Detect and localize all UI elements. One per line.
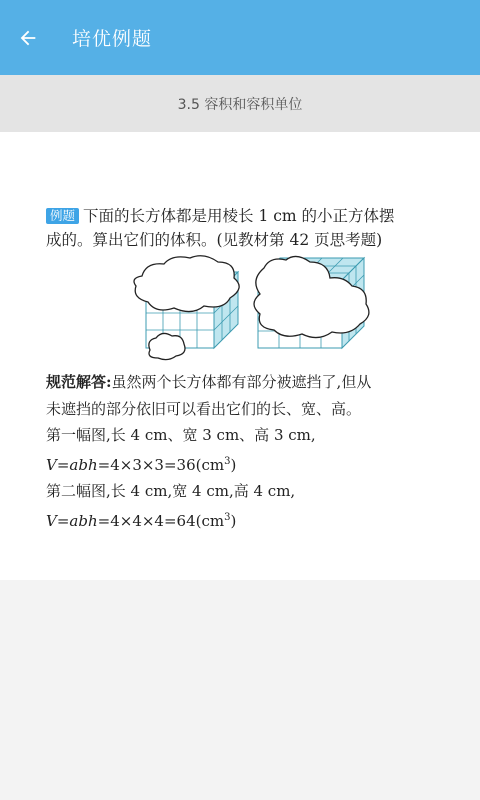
- cuboid-figures: [38, 254, 446, 370]
- example-tag: 例题: [46, 208, 79, 224]
- cuboid-figure-1: [134, 256, 239, 360]
- answer-line-5: 第二幅图,长 4 cm,宽 4 cm,高 4 cm,: [46, 482, 296, 500]
- arrow-left-icon: [17, 27, 39, 49]
- back-button[interactable]: [16, 26, 40, 50]
- formula-2: $V=abh=4\times 4\times 4=64(cm^3)$: [46, 511, 237, 530]
- section-header: 3.5 容积和容积单位: [0, 75, 480, 132]
- formula-1: $V=abh=4\times 3\times 3=36(cm^3)$: [46, 455, 237, 474]
- page-title: 培优例题: [72, 28, 153, 50]
- example-line-2: 成的。算出它们的体积。(见教材第 42 页思考题): [46, 231, 383, 249]
- answer-line-1: 虽然两个长方体都有部分被遮挡了,但从: [111, 373, 372, 391]
- answer-line-2: 未遮挡的部分依旧可以看出它们的长、宽、高。: [46, 399, 362, 418]
- answer-label: 规范解答:: [46, 373, 112, 391]
- answer-block: [46, 369, 446, 534]
- content-card: [0, 132, 480, 580]
- app-bar: [0, 0, 480, 75]
- answer-line-3: 第一幅图,长 4 cm、宽 3 cm、高 3 cm,: [46, 426, 316, 444]
- example-line-1: 下面的长方体都是用棱长 1 cm 的小正方体摆: [83, 207, 395, 225]
- cuboid-figure-2: [254, 256, 369, 348]
- example-question: [46, 204, 442, 252]
